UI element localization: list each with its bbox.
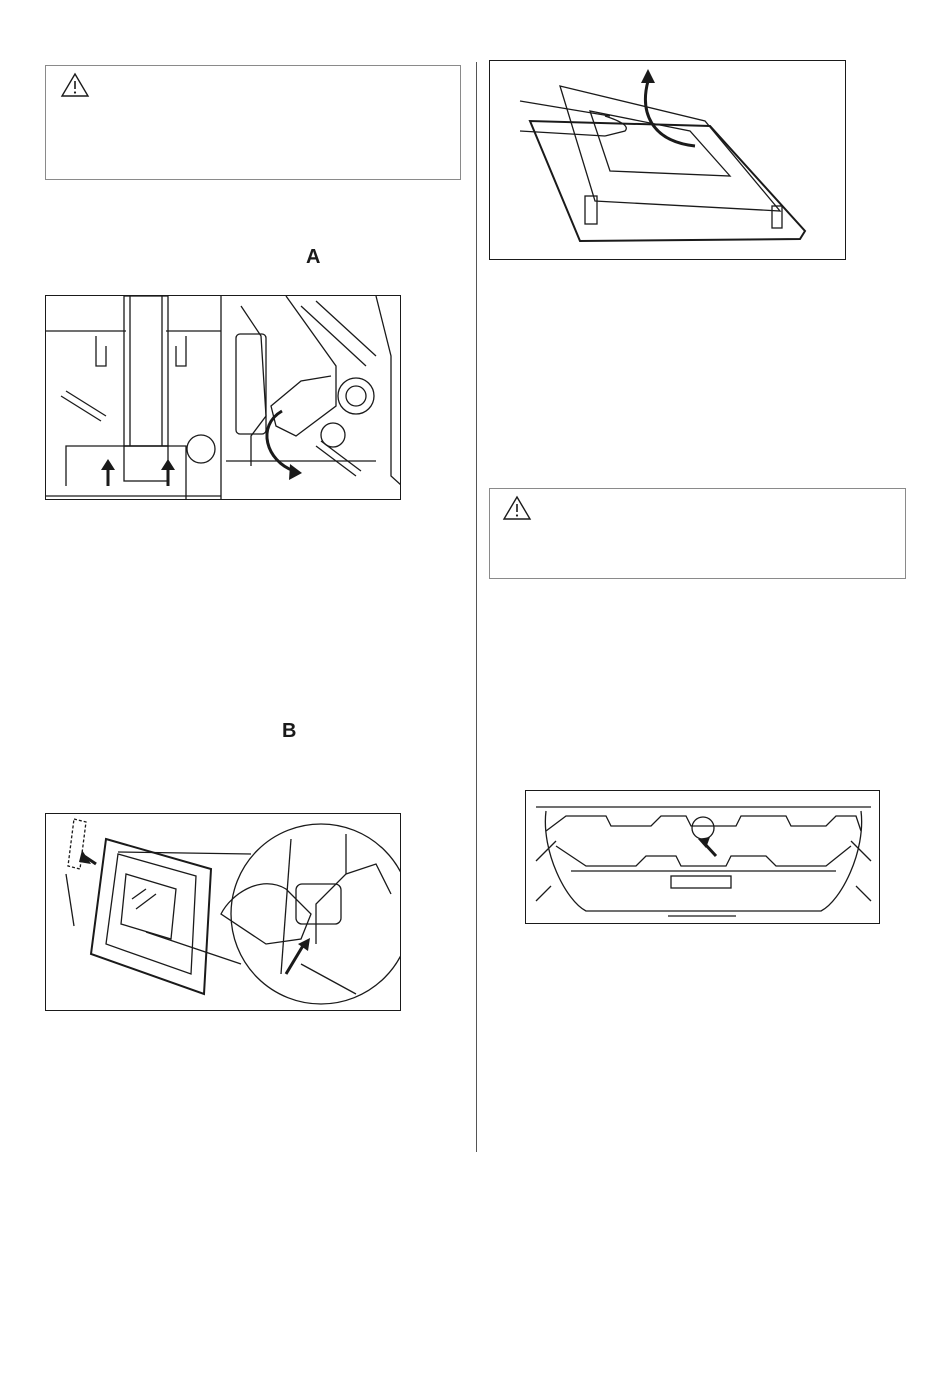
figure-door-clip-release bbox=[45, 813, 401, 1011]
figure-oven-heating-element bbox=[525, 790, 880, 924]
figure-label-b: B bbox=[282, 720, 297, 742]
door-glass-illustration bbox=[490, 61, 846, 260]
warning-triangle-icon bbox=[60, 72, 90, 103]
hinge-levers-illustration bbox=[46, 296, 401, 500]
warning-box-1 bbox=[45, 65, 461, 180]
warning-triangle-icon bbox=[502, 495, 532, 526]
figure-label-a: A bbox=[306, 246, 321, 268]
door-clip-illustration bbox=[46, 814, 401, 1011]
warning-box-2 bbox=[489, 488, 906, 579]
column-divider bbox=[476, 62, 477, 1152]
figure-door-glass-lift bbox=[489, 60, 846, 260]
heating-element-illustration bbox=[526, 791, 880, 924]
figure-hinge-levers bbox=[45, 295, 401, 500]
